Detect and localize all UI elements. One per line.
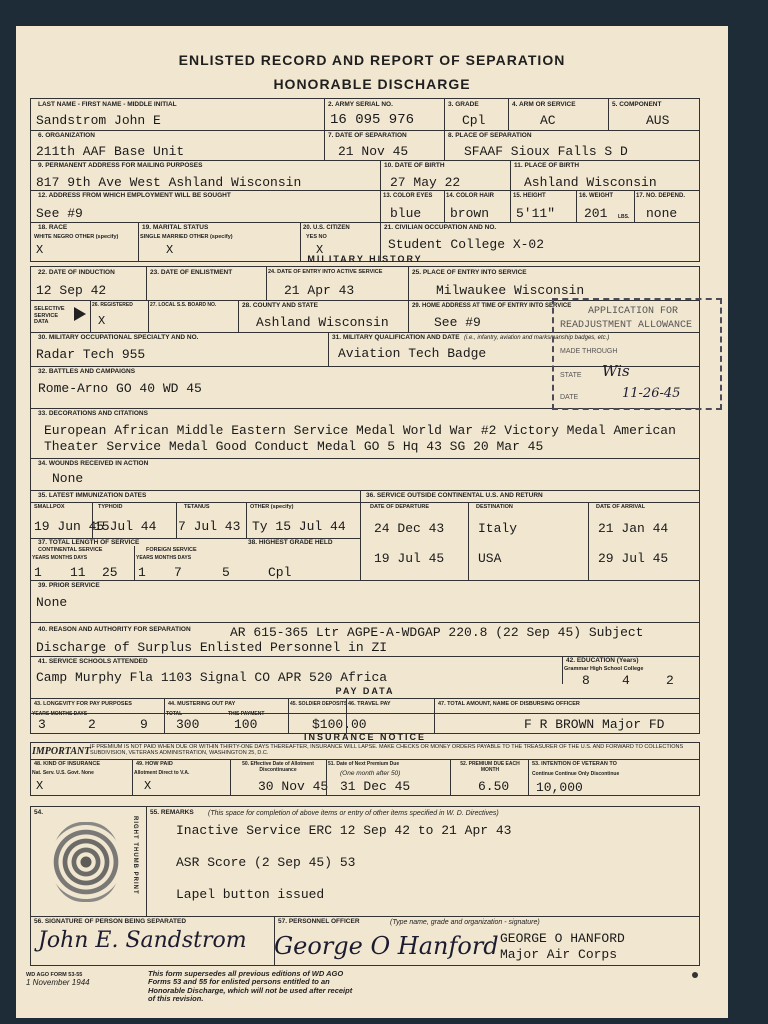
label-citizen: 20. U.S. CITIZEN bbox=[303, 225, 350, 231]
value-emp-address: See #9 bbox=[36, 206, 83, 221]
how-paid-check: X bbox=[144, 779, 152, 793]
label-selective: SELECTIVE SERVICE DATA bbox=[34, 306, 65, 326]
intention-options: Continue Continue Only Discontinue bbox=[532, 771, 620, 777]
label-home-address: 29. HOME ADDRESS AT TIME OF ENTRY INTO SERVICE bbox=[412, 303, 572, 309]
value-for-days: 5 bbox=[222, 565, 230, 580]
value-dob: 27 May 22 bbox=[390, 175, 461, 190]
label-prior-service: 39. PRIOR SERVICE bbox=[38, 582, 100, 589]
label-registered: 26. REGISTERED bbox=[92, 302, 133, 308]
value-intention: 10,000 bbox=[536, 780, 583, 795]
value-county: Ashland Wisconsin bbox=[256, 315, 389, 330]
value-long-months: 2 bbox=[88, 717, 96, 732]
citizen-check: X bbox=[316, 243, 324, 257]
label-schools: 41. SERVICE SCHOOLS ATTENDED bbox=[38, 658, 148, 665]
value-reason-2: Discharge of Surplus Enlisted Personnel in ZI bbox=[36, 640, 388, 655]
label-continental: CONTINENTAL SERVICE bbox=[38, 547, 103, 553]
label-typhoid: TYPHOID bbox=[98, 504, 123, 510]
form-title: ENLISTED RECORD AND REPORT OF SEPARATION bbox=[178, 52, 566, 68]
value-induction: 12 Sep 42 bbox=[36, 283, 107, 298]
form-number: WD AGO FORM 53-55 bbox=[26, 972, 83, 978]
value-height: 5'11" bbox=[516, 206, 556, 221]
value-tetanus: 7 Jul 43 bbox=[178, 519, 241, 534]
value-arm: AC bbox=[540, 113, 556, 128]
label-battles: 32. BATTLES AND CAMPAIGNS bbox=[38, 368, 136, 375]
label-ymd-cont: YEARS MONTHS DAYS bbox=[32, 555, 88, 561]
label-mos: 30. MILITARY OCCUPATIONAL SPECIALTY AND NO. bbox=[38, 334, 199, 341]
value-dep2: 19 Jul 45 bbox=[374, 551, 445, 566]
value-disbursing: F R BROWN Major FD bbox=[524, 717, 665, 732]
label-enlistment: 23. DATE OF ENLISTMENT bbox=[150, 269, 233, 276]
label-weight: 16. WEIGHT bbox=[579, 193, 614, 199]
value-dest2: USA bbox=[478, 551, 502, 566]
label-decorations: 33. DECORATIONS AND CITATIONS bbox=[38, 410, 148, 417]
stamp-state-value: Wis bbox=[602, 362, 630, 380]
label-dob: 10. DATE OF BIRTH bbox=[384, 162, 445, 169]
remark-1: Inactive Service ERC 12 Sep 42 to 21 Apr 43 bbox=[176, 823, 512, 838]
label-ins-kind: 48. KIND OF INSURANCE bbox=[34, 761, 101, 767]
label-education: 42. EDUCATION (Years) bbox=[566, 657, 639, 664]
thumb-print-label: RIGHT THUMB PRINT bbox=[132, 816, 138, 895]
label-length-service: 37. TOTAL LENGTH OF SERVICE bbox=[38, 539, 140, 546]
label-component: 5. COMPONENT bbox=[612, 101, 662, 108]
label-smallpox: SMALLPOX bbox=[34, 504, 65, 510]
stamp-line-1: APPLICATION FOR bbox=[588, 306, 679, 317]
label-other-imm: OTHER (specify) bbox=[250, 504, 294, 510]
value-smallpox: 19 Jun 45 bbox=[34, 519, 105, 534]
value-decorations-1: European African Middle Eastern Service Medal World War #2 Victory Medal American bbox=[44, 423, 676, 438]
value-long-days: 9 bbox=[140, 717, 148, 732]
value-home-address: See #9 bbox=[434, 315, 481, 330]
label-occupation: 21. CIVILIAN OCCUPATION AND NO. bbox=[384, 224, 497, 231]
value-edu-grammar: 8 bbox=[582, 673, 590, 688]
label-dependents: 17. NO. DEPEND. bbox=[636, 193, 686, 199]
value-place-entry: Milwaukee Wisconsin bbox=[436, 283, 585, 298]
label-mustering: 44. MUSTERING OUT PAY bbox=[168, 701, 236, 707]
value-mos: Radar Tech 955 bbox=[36, 347, 146, 362]
value-highest-grade: Cpl bbox=[268, 565, 292, 580]
label-highest-grade: 38. HIGHEST GRADE HELD bbox=[248, 539, 333, 546]
remark-2: ASR Score (2 Sep 45) 53 bbox=[176, 855, 356, 870]
qualification-note: (i.e., infantry, aviation and marksmanship badges, etc.) bbox=[464, 335, 610, 341]
label-deposits: 45. SOLDIER DEPOSITS bbox=[290, 701, 348, 707]
value-active-entry: 21 Apr 43 bbox=[284, 283, 355, 298]
label-longevity: 43. LONGEVITY FOR PAY PURPOSES bbox=[34, 701, 132, 707]
value-premium: 6.50 bbox=[478, 779, 510, 794]
label-wounds: 34. WOUNDS RECEIVED IN ACTION bbox=[38, 460, 149, 467]
label-signature-person: 56. SIGNATURE OF PERSON BEING SEPARATED bbox=[34, 918, 187, 925]
marital-check: X bbox=[166, 243, 174, 257]
label-pob: 11. PLACE OF BIRTH bbox=[514, 162, 580, 169]
value-eyes: blue bbox=[390, 206, 422, 221]
important-text: IF PREMIUM IS NOT PAID WHEN DUE OR WITHIN THIRTY-ONE DAYS THEREAFTER, INSURANCE WILL LAPSE. MAKE CHECKS OR MONEY ORDERS PAYABLE TO THE TREASURER OF THE U.S. AND FORWARD TO COLLECTIONS SUBDIVISION, VETERANS ADMINISTRATION, WASHINGTON 25, D.C. bbox=[90, 744, 684, 757]
label-reason: 40. REASON AND AUTHORITY FOR SEPARATION bbox=[38, 626, 191, 633]
value-component: AUS bbox=[646, 113, 670, 128]
remark-3: Lapel button issued bbox=[176, 887, 325, 902]
label-personnel-officer: 57. PERSONNEL OFFICER bbox=[278, 918, 360, 925]
value-occupation: Student College X-02 bbox=[388, 237, 545, 252]
value-other-imm: Ty 15 Jul 44 bbox=[252, 519, 346, 534]
value-for-years: 1 bbox=[138, 565, 146, 580]
value-eff-date: 30 Nov 45 bbox=[258, 779, 329, 794]
value-edu-hs: 4 bbox=[622, 673, 630, 688]
value-arr1: 21 Jan 44 bbox=[598, 521, 669, 536]
label-ymd-foreign: YEARS MONTHS DAYS bbox=[136, 555, 192, 561]
value-serial: 16 095 976 bbox=[330, 112, 415, 128]
stamp-made: MADE THROUGH bbox=[560, 348, 618, 355]
stamp-state-label: STATE bbox=[560, 372, 582, 379]
officer-rank: Major Air Corps bbox=[500, 947, 618, 962]
value-mop-this: 100 bbox=[234, 717, 258, 732]
label-name: LAST NAME - FIRST NAME - MIDDLE INITIAL bbox=[38, 101, 177, 108]
race-options: WHITE NEGRO OTHER (specify) bbox=[34, 234, 119, 240]
remarks-note: (This space for completion of above items or entry of other items specified in W. D. Directives) bbox=[208, 810, 499, 817]
how-paid-options: Allotment Direct to V.A. bbox=[134, 770, 190, 776]
signature-officer: George O Hanford bbox=[274, 932, 499, 960]
label-serial: 2. ARMY SERIAL NO. bbox=[328, 101, 393, 108]
value-organization: 211th AAF Base Unit bbox=[36, 144, 185, 159]
thumbprint-image bbox=[52, 822, 120, 902]
important-label: IMPORTANT bbox=[32, 746, 91, 757]
value-wounds: None bbox=[52, 471, 84, 486]
readjustment-stamp bbox=[552, 298, 722, 410]
label-foreign: FOREIGN SERVICE bbox=[146, 547, 197, 553]
value-cont-months: 11 bbox=[70, 565, 86, 580]
label-service-outside: 36. SERVICE OUTSIDE CONTINENTAL U.S. AND RETURN bbox=[366, 492, 543, 499]
label-active-entry: 24. DATE OF ENTRY INTO ACTIVE SERVICE bbox=[268, 269, 383, 275]
label-date-sep: 7. DATE OF SEPARATION bbox=[328, 132, 407, 139]
insurance-heading: INSURANCE NOTICE bbox=[303, 732, 426, 742]
signature-person: John E. Sandstrom bbox=[38, 928, 247, 953]
label-county: 28. COUNTY AND STATE bbox=[242, 302, 318, 309]
label-grade: 3. GRADE bbox=[448, 101, 479, 108]
label-destination: DESTINATION bbox=[476, 504, 513, 510]
marital-options: SINGLE MARRIED OTHER (specify) bbox=[140, 234, 233, 240]
label-local-board: 27. LOCAL S.S. BOARD NO. bbox=[150, 302, 217, 308]
value-for-months: 7 bbox=[174, 565, 182, 580]
next-due-note: (One month after 50) bbox=[340, 770, 401, 777]
form-subtitle: HONORABLE DISCHARGE bbox=[273, 76, 471, 92]
value-cont-years: 1 bbox=[34, 565, 42, 580]
value-place-sep: SFAAF Sioux Falls S D bbox=[464, 144, 628, 159]
label-place-entry: 25. PLACE OF ENTRY INTO SERVICE bbox=[412, 269, 527, 276]
label-place-sep: 8. PLACE OF SEPARATION bbox=[448, 132, 532, 139]
personnel-officer-note: (Type name, grade and organization - signature) bbox=[390, 919, 540, 926]
label-longevity-units: YEARS MONTHS DAYS bbox=[32, 711, 88, 717]
value-decorations-2: Theater Service Medal Good Conduct Medal GO 5 Hq 43 SG 20 Mar 45 bbox=[44, 439, 544, 454]
value-weight: 201 bbox=[584, 206, 608, 221]
military-history-heading: MILITARY HISTORY bbox=[307, 254, 423, 264]
label-induction: 22. DATE OF INDUCTION bbox=[38, 269, 115, 276]
value-arr2: 29 Jul 45 bbox=[598, 551, 669, 566]
label-disbursing: 47. TOTAL AMOUNT, NAME OF DISBURSING OFFICER bbox=[438, 701, 580, 707]
label-hair: 14. COLOR HAIR bbox=[446, 193, 495, 199]
label-eff-date: 50. Effective Date of Allotment Discontinuance bbox=[242, 761, 314, 773]
label-arrival: DATE OF ARRIVAL bbox=[596, 504, 646, 510]
label-tetanus: TETANUS bbox=[184, 504, 210, 510]
label-premium: 52. PREMIUM DUE EACH MONTH bbox=[460, 761, 520, 773]
form-date: 1 November 1944 bbox=[26, 978, 90, 987]
footer-note: This form supersedes all previous editions of WD AGO Forms 53 and 55 for enlisted persons entitled to an Honorable Discharge, which will not be used after receipt of this revision. bbox=[148, 969, 353, 1003]
value-grade: Cpl bbox=[462, 113, 486, 128]
label-54: 54. bbox=[34, 809, 44, 816]
value-dep1: 24 Dec 43 bbox=[374, 521, 445, 536]
value-date-sep: 21 Nov 45 bbox=[338, 144, 409, 159]
label-arm: 4. ARM OR SERVICE bbox=[512, 101, 576, 108]
value-dest1: Italy bbox=[478, 521, 518, 536]
citizen-options: YES NO bbox=[306, 234, 327, 240]
value-hair: brown bbox=[450, 206, 490, 221]
label-departure: DATE OF DEPARTURE bbox=[370, 504, 430, 510]
label-this-payment: THIS PAYMENT bbox=[228, 711, 265, 717]
registered-check: X bbox=[98, 314, 106, 328]
label-eyes: 13. COLOR EYES bbox=[383, 193, 433, 199]
label-next-due: 51. Date of Next Premium Due bbox=[328, 761, 400, 767]
value-name: Sandstrom John E bbox=[36, 113, 161, 128]
label-lbs: LBS. bbox=[618, 214, 630, 220]
value-pob: Ashland Wisconsin bbox=[524, 175, 657, 190]
value-battles: Rome-Arno GO 40 WD 45 bbox=[38, 381, 202, 396]
label-intention: 53. INTENTION OF VETERAN TO bbox=[532, 761, 617, 767]
label-remarks: 55. REMARKS bbox=[150, 809, 194, 816]
label-race: 18. RACE bbox=[38, 224, 68, 231]
value-dependents: none bbox=[646, 206, 678, 221]
ins-kind-options: Nat. Serv. U.S. Govt. None bbox=[32, 770, 94, 776]
value-typhoid: 15Jul 44 bbox=[94, 519, 157, 534]
value-qualification: Aviation Tech Badge bbox=[338, 346, 487, 361]
value-reason-1: AR 615-365 Ltr AGPE-A-WDGAP 220.8 (22 Sep 45) Subject bbox=[230, 625, 644, 640]
pay-data-heading: PAY DATA bbox=[335, 686, 395, 696]
label-emp-address: 12. ADDRESS FROM WHICH EMPLOYMENT WILL BE SOUGHT bbox=[38, 192, 231, 199]
label-marital: 19. MARITAL STATUS bbox=[142, 224, 209, 231]
race-check: X bbox=[36, 243, 44, 257]
discharge-form bbox=[16, 26, 728, 1018]
value-cont-days: 25 bbox=[102, 565, 118, 580]
stamp-date-label: DATE bbox=[560, 394, 579, 401]
value-mop-total: 300 bbox=[176, 717, 200, 732]
punch-hole bbox=[692, 972, 698, 978]
value-next-due: 31 Dec 45 bbox=[340, 779, 411, 794]
value-total-amount: $100.00 bbox=[312, 717, 367, 732]
label-address: 9. PERMANENT ADDRESS FOR MAILING PURPOSES bbox=[38, 162, 203, 169]
arrow-right-icon bbox=[74, 307, 86, 321]
value-long-years: 3 bbox=[38, 717, 46, 732]
label-mop-total: TOTAL bbox=[166, 711, 183, 717]
officer-name: GEORGE O HANFORD bbox=[500, 931, 625, 946]
label-travel-pay: 46. TRAVEL PAY bbox=[348, 701, 391, 707]
label-height: 15. HEIGHT bbox=[513, 193, 546, 199]
stamp-date-value: 11-26-45 bbox=[622, 386, 681, 401]
ins-kind-check: X bbox=[36, 779, 44, 793]
value-prior-service: None bbox=[36, 595, 68, 610]
value-schools: Camp Murphy Fla 1103 Signal CO APR 520 Africa bbox=[36, 670, 388, 685]
value-edu-college: 2 bbox=[666, 673, 674, 688]
label-qualification: 31. MILITARY QUALIFICATION AND DATE bbox=[332, 334, 460, 341]
education-columns: Grammar High School College bbox=[564, 666, 644, 672]
stamp-line-2: READJUSTMENT ALLOWANCE bbox=[560, 320, 693, 331]
label-organization: 6. ORGANIZATION bbox=[38, 132, 95, 139]
label-how-paid: 49. HOW PAID bbox=[136, 761, 173, 767]
value-address: 817 9th Ave West Ashland Wisconsin bbox=[36, 175, 302, 190]
label-immunization: 35. LATEST IMMUNIZATION DATES bbox=[38, 492, 147, 499]
